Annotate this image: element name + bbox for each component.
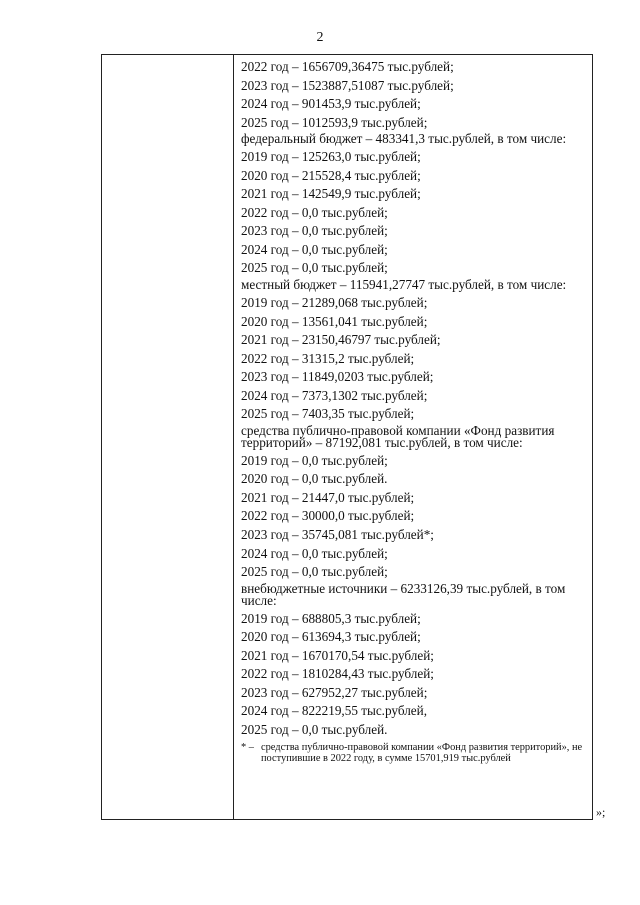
funding-line: внебюджетные источники – 6233126,39 тыс.рублей, в том числе: xyxy=(241,580,566,608)
funding-line: 2025 год – 0,0 тыс.рублей; xyxy=(241,564,388,580)
funding-line: 2023 год – 11849,0203 тыс.рублей; xyxy=(241,369,434,385)
funding-line: 2019 год – 21289,068 тыс.рублей; xyxy=(241,295,428,311)
funding-line: 2019 год – 125263,0 тыс.рублей; xyxy=(241,149,421,165)
content-cell xyxy=(234,55,593,820)
funding-line: 2025 год – 0,0 тыс.рублей. xyxy=(241,721,388,737)
funding-line: 2023 год – 0,0 тыс.рублей; xyxy=(241,223,388,239)
funding-line: 2022 год – 0,0 тыс.рублей; xyxy=(241,204,388,220)
funding-line: 2022 год – 1810284,43 тыс.рублей; xyxy=(241,666,434,682)
closing-quote: »; xyxy=(596,805,606,819)
funding-line: 2024 год – 0,0 тыс.рублей; xyxy=(241,545,388,561)
funding-line: 2023 год – 627952,27 тыс.рублей; xyxy=(241,684,428,700)
funding-line: 2021 год – 1670170,54 тыс.рублей; xyxy=(241,647,434,663)
funding-line: 2024 год – 7373,1302 тыс.рублей; xyxy=(241,387,428,403)
funding-line: 2021 год – 21447,0 тыс.рублей; xyxy=(241,489,415,505)
funding-line: 2022 год – 31315,2 тыс.рублей; xyxy=(241,350,415,366)
footnote xyxy=(241,742,586,764)
funding-line: 2025 год – 1012593,9 тыс.рублей; xyxy=(241,114,428,130)
funding-line: 2025 год – 0,0 тыс.рублей; xyxy=(241,260,388,276)
funding-line: 2022 год – 30000,0 тыс.рублей; xyxy=(241,508,415,524)
page-number: 2 xyxy=(316,30,324,45)
funding-line: 2024 год – 901453,9 тыс.рублей; xyxy=(241,96,421,112)
label-cell xyxy=(102,55,234,820)
funding-line: 2019 год – 688805,3 тыс.рублей; xyxy=(241,610,421,626)
funding-lines xyxy=(241,59,586,737)
funding-line: 2019 год – 0,0 тыс.рублей; xyxy=(241,452,388,468)
funding-line: 2020 год – 13561,041 тыс.рублей; xyxy=(241,313,428,329)
funding-line: 2022 год – 1656709,36475 тыс.рублей; xyxy=(241,59,454,74)
funding-line: 2020 год – 613694,3 тыс.рублей; xyxy=(241,629,421,645)
funding-line: 2023 год – 35745,081 тыс.рублей*; xyxy=(241,527,434,543)
funding-line: 2020 год – 0,0 тыс.рублей. xyxy=(241,471,388,487)
funding-line: федеральный бюджет – 483341,3 тыс.рублей, в том числе: xyxy=(241,131,567,147)
funding-line: 2020 год – 215528,4 тыс.рублей; xyxy=(241,167,421,183)
funding-line: 2025 год – 7403,35 тыс.рублей; xyxy=(241,406,415,422)
funding-line: 2024 год – 822219,55 тыс.рублей, xyxy=(241,703,427,719)
footnote-text: средства публично-правовой компании «Фонд развития территорий», не поступившие в 2022 году, в сумме 15701,919 тыс.рублей xyxy=(261,741,583,764)
funding-line: 2023 год – 1523887,51087 тыс.рублей; xyxy=(241,77,454,93)
funding-line: местный бюджет – 115941,27747 тыс.рублей, в том числе: xyxy=(241,277,567,293)
funding-table xyxy=(101,54,593,820)
funding-line: 2021 год – 23150,46797 тыс.рублей; xyxy=(241,332,441,348)
funding-line: 2021 год – 142549,9 тыс.рублей; xyxy=(241,186,421,202)
funding-line: 2024 год – 0,0 тыс.рублей; xyxy=(241,241,388,257)
funding-line: средства публично-правовой компании «Фонд развития территорий» – 87192,081 тыс.рублей, в том числе: xyxy=(241,422,555,450)
footnote-mark: * – xyxy=(241,741,254,753)
